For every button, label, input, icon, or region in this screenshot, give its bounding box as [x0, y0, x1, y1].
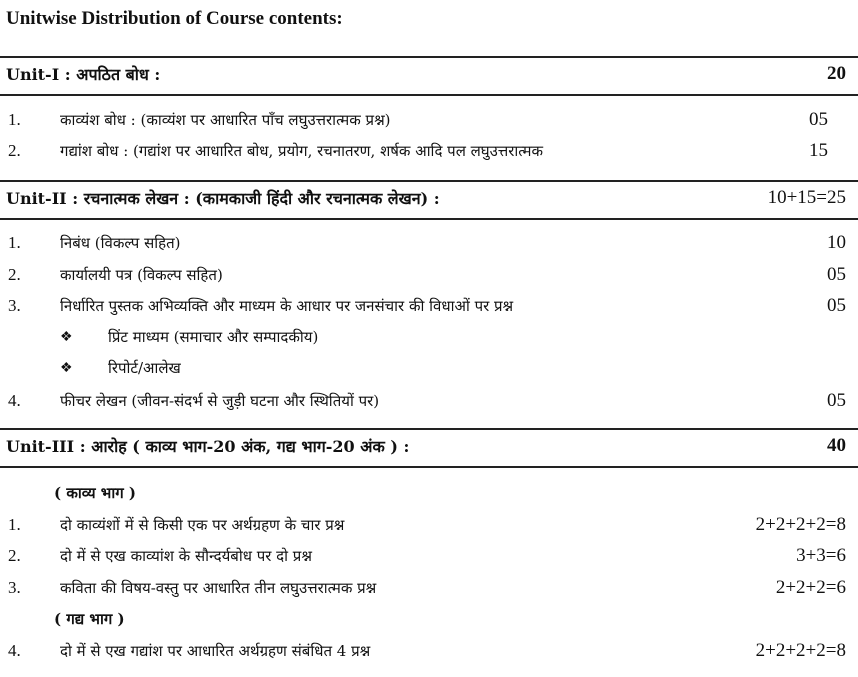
unit-3-marks: 40	[827, 435, 846, 456]
list-item	[0, 105, 846, 135]
section-subheading: ( गद्य भाग )	[54, 610, 125, 628]
divider	[0, 218, 858, 220]
item-number: 1.	[8, 233, 21, 252]
item-number: 1.	[8, 515, 21, 534]
unit-3-header	[6, 430, 846, 462]
diamond-bullet-icon: ❖	[60, 360, 73, 376]
item-text: दो में से एख काव्यांश के सौन्दर्यबोध पर दो प्रश्न	[60, 547, 312, 565]
list-item	[0, 541, 846, 571]
item-number: 2.	[8, 546, 21, 565]
bullet-item	[0, 353, 846, 383]
item-marks: 2+2+2+2=8	[755, 514, 846, 535]
divider	[0, 466, 858, 468]
list-item	[0, 260, 846, 290]
item-number: 4.	[8, 391, 21, 410]
item-text: काव्यंश बोध : (काव्यंश पर आधारित पाँच लघुउत्तरात्मक प्रश्न)	[60, 111, 391, 129]
unit-2-title: Unit-II : रचनात्मक लेखन : (कामकाजी हिंदी और रचनात्मक लेखन) :	[6, 189, 440, 208]
item-number: 3.	[8, 296, 21, 315]
list-item	[0, 386, 846, 416]
unit-3-title: Unit-III : आरोह ( काव्य भाग-20 अंक, गद्य भाग-20 अंक ) :	[6, 437, 410, 456]
item-text: निर्धारित पुस्तक अभिव्यक्ति और माध्यम के आधार पर जनसंचार की विधाओं पर प्रश्न	[60, 297, 514, 315]
unit-2-header	[6, 182, 846, 214]
item-number: 2.	[8, 265, 21, 284]
unit-1-marks: 20	[827, 63, 846, 84]
item-marks: 05	[827, 264, 846, 285]
item-text: दो में से एख गद्यांश पर आधारित अर्थग्रहण संबंधित 4 प्रश्न	[60, 642, 371, 660]
item-number: 4.	[8, 641, 21, 660]
unit-2-marks: 10+15=25	[767, 187, 846, 208]
item-marks: 10	[827, 232, 846, 253]
list-item	[0, 136, 846, 166]
item-number: 1.	[8, 110, 21, 129]
item-text: दो काव्यंशों में से किसी एक पर अर्थग्रहण के चार प्रश्न	[60, 516, 345, 534]
bullet-text: प्रिंट माध्यम (समाचार और सम्पादकीय)	[108, 328, 319, 346]
section-subheading: ( काव्य भाग )	[54, 484, 136, 502]
list-item	[0, 636, 846, 666]
item-text: कविता की विषय-वस्तु पर आधारित तीन लघुउत्तरात्मक प्रश्न	[60, 579, 377, 597]
item-marks: 2+2+2+2=8	[755, 640, 846, 661]
unit-1-header	[6, 58, 846, 90]
item-marks: 15	[809, 140, 828, 161]
item-number: 3.	[8, 578, 21, 597]
list-item	[0, 291, 846, 321]
list-item	[0, 510, 846, 540]
diamond-bullet-icon: ❖	[60, 329, 73, 345]
item-text: फीचर लेखन (जीवन-संदर्भ से जुड़ी घटना और स्थितियों पर)	[60, 392, 380, 410]
page-heading: Unitwise Distribution of Course contents:	[6, 8, 343, 29]
item-marks: 05	[827, 295, 846, 316]
unit-1-title: Unit-I : अपठित बोध :	[6, 65, 161, 84]
item-number: 2.	[8, 141, 21, 160]
item-marks: 05	[827, 390, 846, 411]
item-marks: 3+3=6	[796, 545, 846, 566]
item-text: निबंध (विकल्प सहित)	[60, 234, 181, 252]
divider	[0, 94, 858, 96]
item-marks: 2+2+2=6	[775, 577, 846, 598]
bullet-item	[0, 322, 846, 352]
list-item	[0, 573, 846, 603]
list-item	[0, 228, 846, 258]
item-text: गद्यांश बोध : (गद्यांश पर आधारित बोध, प्रयोग, रचनातरण, शर्षक आदि पल लघुउत्तरात्मक	[60, 142, 543, 160]
bullet-text: रिपोर्ट/आलेख	[108, 359, 181, 377]
item-marks: 05	[809, 109, 828, 130]
item-text: कार्यालयी पत्र (विकल्प सहित)	[60, 266, 223, 284]
